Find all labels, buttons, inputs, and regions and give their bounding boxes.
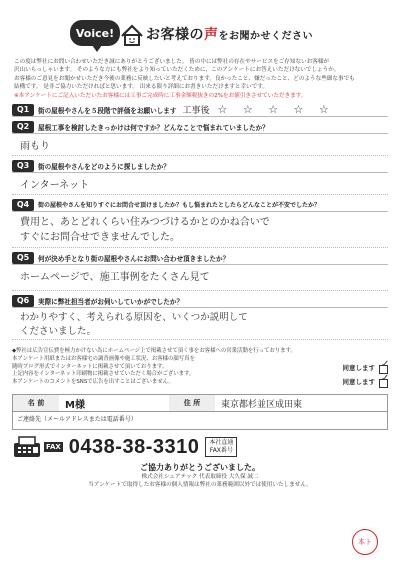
question-2: [12, 120, 388, 156]
contact-field[interactable]: [12, 412, 388, 430]
name-label: 名 前: [13, 395, 59, 411]
intro-line: 結構です。 是非ご協力いただければと思います。 出来る限り詳細にお書きいただけますと幸いです。: [14, 84, 268, 91]
answer-line: 費用と、あとどれくらい住みつづけるかとのかね合いで: [20, 217, 270, 229]
check-mark-icon: ✓: [381, 372, 390, 384]
question-text: 実際に弊社担当者がお伺いしていかがでしたか？: [38, 297, 184, 306]
consent-line: 随時ブログ形式でインターネットに掲載させて頂いております。: [12, 363, 168, 370]
question-number: Q6: [12, 295, 34, 307]
fax-row: [12, 434, 388, 460]
question-1: [12, 103, 388, 117]
fax-badge-line: 本社直通: [209, 439, 234, 447]
answer-text[interactable]: 雨もり: [12, 134, 388, 156]
question-text: 街の屋根やさんを５段階で評価をお願いします: [38, 106, 177, 115]
answer-line: すぐにお問合せできませんでした。: [20, 232, 180, 244]
fax-label: FAX: [46, 443, 61, 452]
seal-stamp: 本ト: [352, 529, 378, 555]
consent-line: 上記内容をインターネット印刷物に掲載させていただく場合がございます。: [12, 371, 195, 378]
privacy-note: 当アンケートで取得したお客様の個人情報は弊社の業務範囲以外では使用いたしません。: [88, 482, 312, 489]
voice-bubble: Voice!: [70, 20, 120, 46]
title-highlight: 声: [204, 27, 219, 43]
fax-machine-icon: [12, 435, 42, 459]
answer-line: わかりやすく、考えられる原因を、いくつか説明して: [20, 312, 248, 324]
question-3: [12, 159, 388, 195]
answer-text[interactable]: [12, 212, 388, 248]
consent-checkbox[interactable]: [379, 372, 390, 388]
intro-text: [12, 58, 388, 100]
address-field[interactable]: 東京都杉並区成田東: [221, 399, 303, 410]
consent-label: 同意します: [342, 364, 375, 373]
consent-line: 本アンケートのコメントをSNSで広告を出すことはございません。: [12, 379, 174, 386]
answer-text[interactable]: ホームページで、施工事例をたくさん見て: [12, 265, 388, 291]
discount-note: ※本アンケートにご記入いただいたお客様には工事ご完成時に工事金額税抜きの2%をお値引きさせていただきます。: [14, 92, 307, 99]
address-label: 住 所: [169, 395, 215, 411]
house-icon: [120, 24, 144, 46]
consent-label: 同意します: [342, 378, 375, 387]
question-4: [12, 198, 388, 248]
name-field[interactable]: M様: [65, 399, 85, 411]
question-5: [12, 251, 388, 291]
header: [12, 6, 388, 56]
question-number: Q4: [12, 199, 34, 211]
consent-line: 本アンケート用紙またはお客様宅の調査画像や施工状況、お客様の顔写真を: [12, 355, 195, 362]
question-6: [12, 294, 388, 340]
title-part: をお聞かせください: [218, 31, 313, 42]
answer-text[interactable]: [12, 308, 388, 340]
consent-section: [12, 348, 388, 390]
question-number: Q2: [12, 121, 34, 133]
check-mark-icon: ✓: [381, 358, 390, 370]
title-part: お客様の: [146, 27, 204, 43]
fax-badge-line: FAX番号: [209, 447, 233, 455]
fax-badge: [205, 437, 237, 457]
fax-number: 0438-38-3310: [68, 435, 200, 458]
question-text: 街の屋根やさんを知りすぐにお問合せ頂けましたか？もし悩まれたとしたらどんなことが不安でしたか？: [38, 202, 321, 210]
question-number: Q1: [12, 104, 34, 116]
answer-text[interactable]: インターネット: [12, 173, 388, 195]
name-address-row: [12, 394, 388, 412]
answer-text: 工事後: [182, 106, 210, 117]
intro-line: 沢山いらっしゃいます。 そのような方にも弊社をより知っていただくために、このアンケートにお答えいただけないでしょうか。: [14, 67, 340, 74]
question-text: 街の屋根やさんをどのように探しましたか？: [38, 162, 170, 171]
answer-line: くださいました。: [20, 326, 97, 338]
thanks-message: ご協力ありがとうございました。: [140, 463, 260, 473]
question-number: Q5: [12, 252, 34, 264]
question-text: 屋根工事を検討したきっかけは何ですか？どんなことで悩まれていましたか？: [38, 123, 269, 132]
intro-line: この度は弊社にお問い合わせいただき誠にありがとうございました。 皆の中には弊社の存在やサービスをご存知ないお客様が: [14, 59, 330, 65]
rating-stars[interactable]: ☆ ☆ ☆ ☆ ☆: [217, 103, 335, 117]
company-signature: 株式会社シェアテック 代表取締役 大久保 誠二: [141, 474, 259, 481]
intro-line: お客様のご意見をお聞かせいただき今後の業務に反映したいと考えております。良かったこと、嫌だったこと、どのような些細な事でも: [14, 75, 355, 82]
question-number: Q3: [12, 160, 34, 172]
question-text: 何が決め手となり街の屋根やさんにお問い合わせ頂きましたか？: [38, 254, 230, 263]
contact-label: ご連絡先（メールアドレスまたは電話番号）: [17, 416, 137, 424]
consent-line: ◆弊社は広告宣伝費を極力かけない為にホームページ上で掲載させて頂く事をお客様への営業活動を行っております。: [12, 348, 296, 355]
page-title: [146, 24, 313, 44]
